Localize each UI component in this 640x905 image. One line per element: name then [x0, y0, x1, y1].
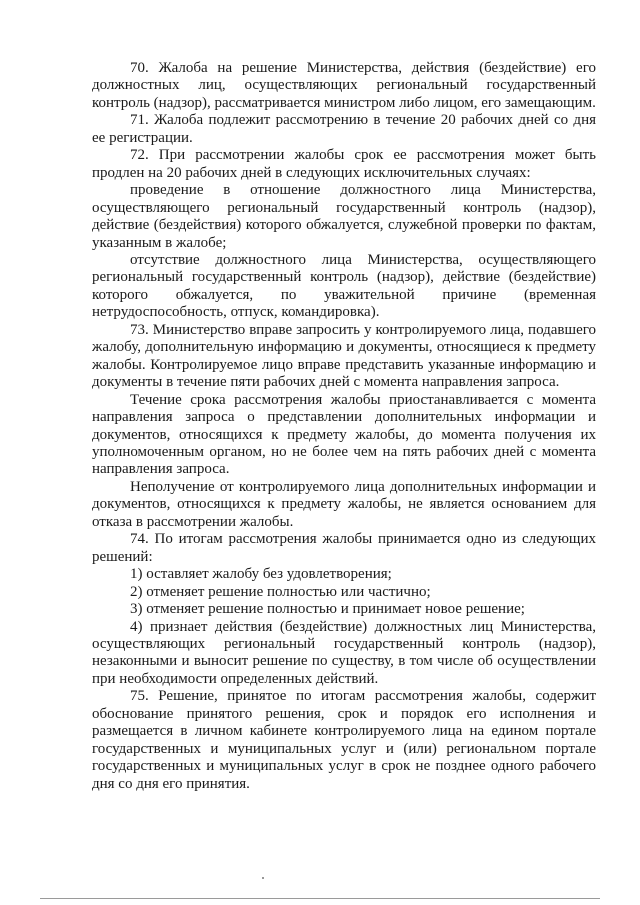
decision-item: 3) отменяет решение полностью и принимает новое решение; — [130, 601, 525, 618]
paragraph-73-non-receipt: Неполучение от контролируемого лица дополнительных информации и документов, относящихся к предмету жалобы, не является основанием для отказа в рассмотрении жалобы. — [92, 478, 596, 530]
paragraph-70: 70. Жалоба на решение Министерства, действия (бездействие) его должностных лиц, осуществляющих региональный государственный контроль (надзор), рассматривается министром либо лицом, его замещающим. — [92, 60, 596, 111]
decision-list — [92, 566, 596, 688]
paragraph-72: 72. При рассмотрении жалобы срок ее рассмотрения может быть продлен на 20 рабочих дней в следующих исключительных случаях: — [92, 147, 596, 181]
decision-item: 1) оставляет жалобу без удовлетворения; — [130, 566, 392, 583]
paragraph-73-suspension: Течение срока рассмотрения жалобы приостанавливается с момента направления запроса о представлении дополнительных информации и документов, относящихся к предмету жалобы, до момента получения их уполномоченным органом, но не более чем на пять рабочих дней с момента направления запроса. — [92, 391, 596, 478]
scan-speck — [262, 877, 264, 879]
paragraph-75: 75. Решение, принятое по итогам рассмотрения жалобы, содержит обоснование принятого решения, срок и порядок его исполнения и размещается в личном кабинете контролируемого лица на едином портале государственных и муниципальных услуг и (или) региональном портале государственных и муниципальных услуг в срок не позднее одного рабочего дня со дня его принятия. — [92, 688, 596, 792]
paragraph-74: 74. По итогам рассмотрения жалобы принимается одно из следующих решений: — [92, 531, 596, 565]
paragraph-72-case-1: проведение в отношение должностного лица Министерства, осуществляющего региональный государственный контроль (надзор), действие (бездействия) которого обжалуется, служебной проверки по фактам, указанным в жалобе; — [92, 182, 596, 251]
paragraph-72-case-2: отсутствие должностного лица Министерства, осуществляющего региональный государственный контроль (надзор), действие (бездействие) которого обжалуется, по уважительной причине (временная нетрудоспособность, отпуск, командировка). — [92, 251, 596, 321]
decision-item: 2) отменяет решение полностью или частично; — [130, 583, 431, 600]
paragraph-73: 73. Министерство вправе запросить у контролируемого лица, подавшего жалобу, дополнительную информацию и документы, относящиеся к предмету жалобы. Контролируемое лицо вправе представить указанные информацию и документы в течение пяти рабочих дней с момента направления запроса. — [92, 321, 596, 391]
bottom-edge-line — [40, 898, 600, 899]
decision-item: 4) признает действия (бездействие) должностных лиц Министерства, осуществляющих региональный государственный контроль (надзор), незаконными и выносит решение по существу, в том числе об осуществлении при необходимости определенных действий. — [92, 618, 596, 687]
paragraph-71: 71. Жалоба подлежит рассмотрению в течение 20 рабочих дней со дня ее регистрации. — [92, 112, 596, 146]
